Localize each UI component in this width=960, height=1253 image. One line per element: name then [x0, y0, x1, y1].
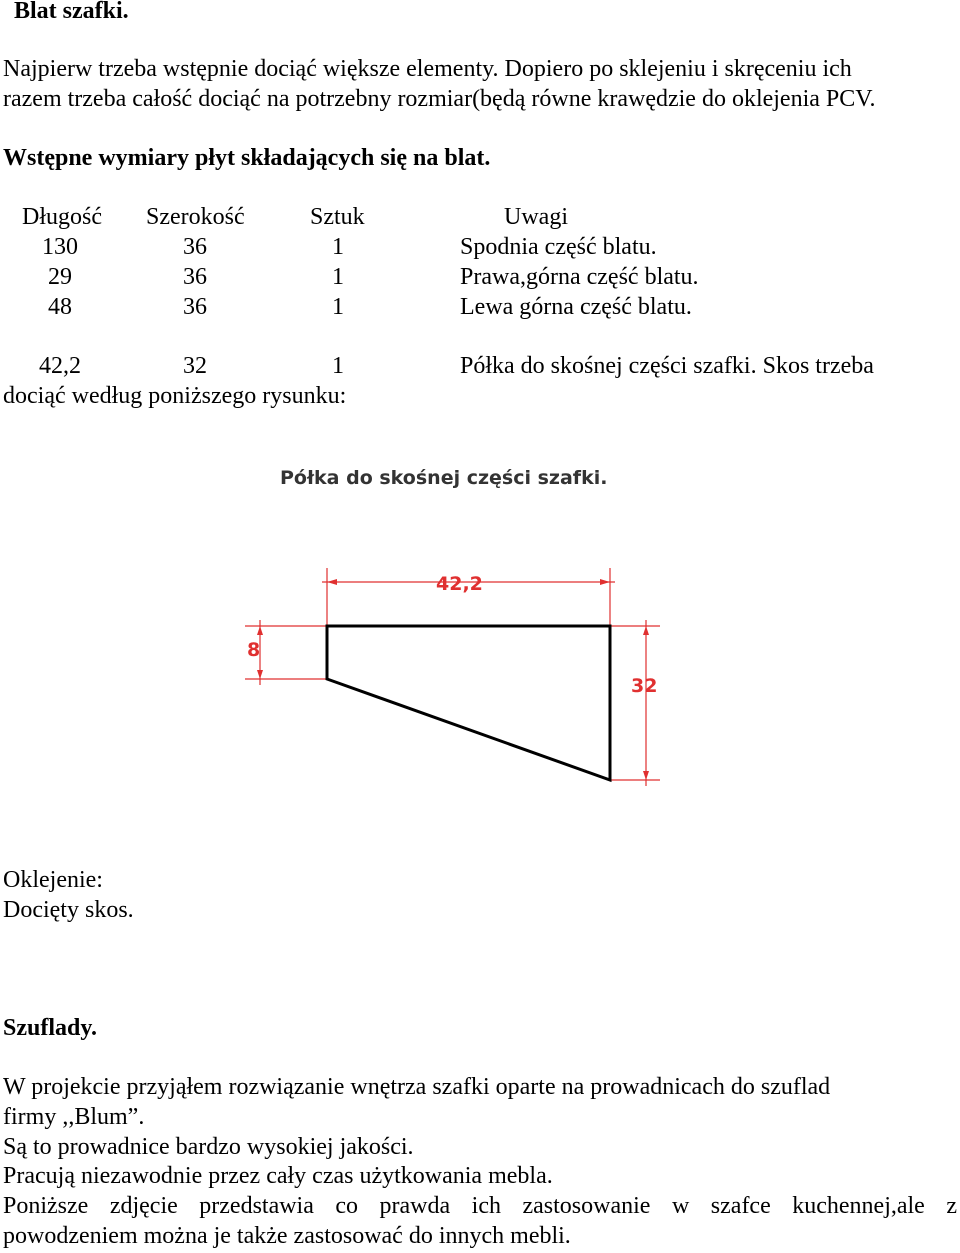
drawers-p4-line2: powodzeniem można je także zastosować do innych mebli. [3, 1223, 571, 1249]
table-header-notes: Uwagi [504, 204, 568, 230]
dimension-lines [245, 568, 660, 786]
table-cell-length: 130 [42, 234, 78, 260]
table-header-width: Szerokość [146, 204, 245, 230]
drawers-p1-line1: W projekcie przyjąłem rozwiązanie wnętrza szafki oparte na prowadnicach do szuflad [3, 1074, 831, 1100]
dimension-label-left: 8 [247, 639, 261, 661]
table-cell-count: 1 [332, 294, 344, 320]
shelf-drawing [0, 440, 960, 820]
shelf-shape [327, 626, 610, 780]
drawers-heading: Szuflady. [3, 1015, 98, 1041]
drawers-p2: Są to prowadnice bardzo wysokiej jakości. [3, 1134, 414, 1160]
table-cell-notes: Spodnia część blatu. [460, 234, 657, 260]
table-cell-count: 1 [332, 264, 344, 290]
table-cell-count: 1 [332, 234, 344, 260]
drawers-p1-line2: firmy ,,Blum”. [3, 1104, 145, 1130]
edging-value: Docięty skos. [3, 897, 134, 923]
subheading: Wstępne wymiary płyt składających się na blat. [3, 145, 491, 171]
intro-line-2: razem trzeba całość dociąć na potrzebny rozmiar(będą równe krawędzie do oklejenia PCV. [3, 86, 876, 112]
table-cell-width: 36 [183, 264, 207, 290]
table-cell-count: 1 [332, 353, 344, 379]
section-title: Blat szafki. [14, 0, 129, 24]
table-cell-length: 42,2 [39, 353, 81, 379]
dimension-label-right: 32 [631, 675, 658, 697]
drawing-title: Półka do skośnej części szafki. [280, 467, 608, 489]
table-continuation: dociąć według poniższego rysunku: [3, 383, 347, 409]
table-cell-length: 48 [48, 294, 72, 320]
intro-line-1: Najpierw trzeba wstępnie dociąć większe elementy. Dopiero po sklejeniu i skręceniu ich [3, 56, 852, 82]
table-cell-width: 36 [183, 294, 207, 320]
drawers-p3: Pracują niezawodnie przez cały czas użytkowania mebla. [3, 1163, 553, 1189]
table-cell-width: 32 [183, 353, 207, 379]
drawers-p4-line1: Poniższe zdjęcie przedstawia co prawda ich zastosowanie w szafce kuchennej,ale z [3, 1193, 957, 1219]
table-cell-notes: Prawa,górna część blatu. [460, 264, 699, 290]
table-header-length: Długość [22, 204, 102, 230]
table-cell-notes: Półka do skośnej części szafki. Skos trzeba [460, 353, 874, 379]
dimension-label-top: 42,2 [436, 573, 483, 595]
edging-label: Oklejenie: [3, 867, 103, 893]
table-header-count: Sztuk [310, 204, 365, 230]
table-cell-width: 36 [183, 234, 207, 260]
table-cell-notes: Lewa górna część blatu. [460, 294, 692, 320]
table-cell-length: 29 [48, 264, 72, 290]
